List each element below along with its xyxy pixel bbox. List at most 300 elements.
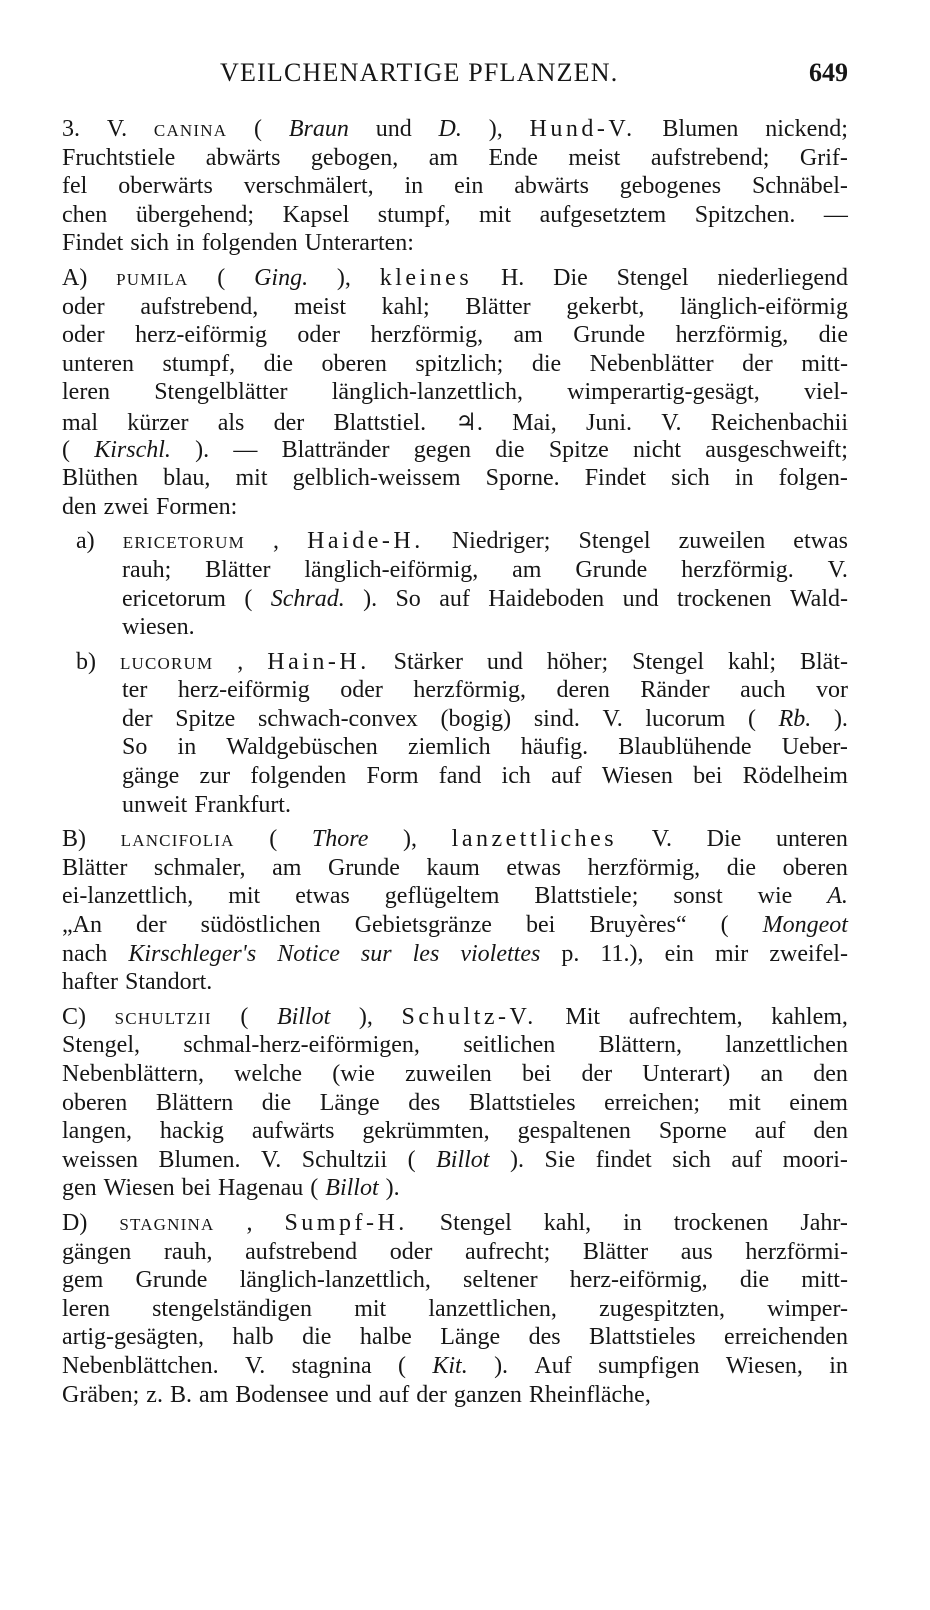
- word: Wiesen: [601, 763, 673, 790]
- word: ).: [195, 436, 210, 463]
- styled-word: LUCORUM: [119, 653, 214, 673]
- word: etwas: [506, 854, 562, 881]
- word: auf: [439, 585, 470, 612]
- word: Blüthen: [62, 465, 138, 492]
- word: mit: [479, 201, 512, 228]
- word: herzförmig,: [370, 322, 484, 349]
- word: Blumen.: [158, 1146, 241, 1173]
- word: (wie: [332, 1061, 375, 1087]
- word: Stengelblätter: [154, 379, 288, 406]
- word: D): [62, 1209, 88, 1236]
- word: Blattstieles: [468, 1089, 576, 1116]
- word: des: [528, 1324, 561, 1351]
- word: verschmälert,: [243, 173, 374, 200]
- word: Stengel,: [62, 1032, 140, 1059]
- word: wimper-: [767, 1295, 848, 1322]
- word: Spitzchen.: [694, 201, 796, 228]
- word: V.: [261, 1146, 282, 1173]
- word: sich: [672, 1146, 711, 1173]
- word: ericetorum: [122, 585, 226, 612]
- word: aufgesetztem: [539, 201, 667, 228]
- text-line: [62, 1147, 848, 1176]
- word: länglich-lanzettlich,: [239, 1267, 431, 1294]
- word: in: [829, 1352, 848, 1379]
- word: oberen: [62, 1089, 128, 1116]
- word: Blätter: [62, 854, 128, 881]
- word: —: [233, 436, 258, 463]
- text-line: [62, 1324, 848, 1353]
- word: gängen: [62, 1238, 132, 1265]
- word: V.: [651, 826, 672, 853]
- paragraph: [62, 1004, 848, 1204]
- paragraph: [62, 1210, 848, 1410]
- word: Form: [366, 763, 419, 790]
- word: b): [76, 648, 96, 675]
- text-line: [62, 494, 848, 523]
- word: folgen-: [778, 465, 848, 492]
- word: ),: [488, 116, 503, 142]
- word: Rödelheim: [742, 763, 848, 790]
- word: ein: [664, 940, 694, 967]
- word: (: [254, 116, 263, 142]
- word: in: [176, 230, 195, 257]
- word: mir: [714, 940, 749, 967]
- word: die: [739, 1267, 770, 1294]
- word: auf: [754, 1118, 786, 1145]
- word: gekerbt,: [566, 293, 645, 320]
- word: Unterarten:: [304, 230, 414, 257]
- text-line: [62, 408, 848, 437]
- word: am: [272, 854, 302, 881]
- word: geflügeltem: [384, 883, 500, 910]
- word: folgenden: [250, 763, 347, 790]
- word: Ueber-: [781, 734, 848, 761]
- word: Grif-: [799, 144, 848, 171]
- word: hackig: [159, 1118, 224, 1145]
- word: Blattstiele;: [534, 883, 639, 910]
- word: Länge: [440, 1324, 501, 1351]
- page-number: 649: [809, 58, 848, 87]
- word: Formen:: [155, 493, 238, 520]
- word: stengelständigen: [152, 1295, 313, 1322]
- word: wiesen.: [122, 614, 195, 641]
- word: Blattränder: [281, 436, 390, 463]
- word: Nebenblätter: [589, 350, 714, 377]
- word: herz-eiförmig: [135, 322, 267, 349]
- word: gem: [62, 1267, 104, 1294]
- text-line: [122, 706, 848, 735]
- word: unteren: [62, 350, 134, 377]
- word: höher;: [546, 648, 609, 675]
- word: 3.: [62, 116, 80, 142]
- word: oberen: [782, 854, 848, 881]
- word: V.: [106, 116, 128, 142]
- word: ,: [273, 528, 280, 555]
- word: ).: [363, 585, 378, 612]
- word: B.: [169, 1381, 192, 1408]
- word: erreichen;: [604, 1089, 701, 1116]
- styled-word: kleines: [379, 264, 473, 291]
- word: (: [397, 1352, 406, 1379]
- word: ).: [833, 705, 848, 732]
- word: Juni.: [586, 409, 633, 436]
- word: Findet: [62, 230, 124, 257]
- word: fel: [62, 173, 88, 200]
- word: einem: [789, 1089, 848, 1116]
- styled-word: Thore: [311, 826, 369, 853]
- styled-word: Billot: [436, 1146, 490, 1173]
- word: Ränder: [640, 677, 710, 704]
- word: langen,: [62, 1118, 132, 1145]
- word: schwach-convex: [257, 705, 418, 732]
- word: kürzer: [127, 409, 189, 436]
- word: am: [512, 556, 542, 583]
- word: die: [495, 436, 525, 463]
- text-line: [62, 230, 848, 259]
- word: die: [531, 350, 562, 377]
- word: der: [273, 409, 305, 436]
- word: länglich-eiförmig,: [304, 556, 479, 583]
- word: Nebenblättern,: [62, 1061, 204, 1087]
- word: Blattstiel.: [333, 409, 427, 436]
- styled-word: Hain-H.: [267, 648, 370, 675]
- word: ich: [501, 763, 531, 790]
- word: gespaltenen: [517, 1118, 631, 1145]
- styled-word: violettes: [460, 940, 541, 967]
- word: abwärts: [514, 173, 589, 200]
- styled-word: Braun: [288, 116, 349, 142]
- word: kahl,: [543, 1209, 592, 1236]
- text-line: [62, 969, 848, 998]
- word: V.: [661, 409, 682, 436]
- text-line: [62, 883, 848, 912]
- body-text: [62, 116, 848, 1410]
- word: herzförmig.: [681, 556, 794, 583]
- word: Die: [706, 826, 742, 853]
- word: nickend;: [765, 116, 848, 142]
- word: Kapsel: [282, 201, 350, 228]
- word: meist: [568, 144, 621, 171]
- word: zuweilen: [678, 528, 766, 555]
- text-line: [62, 1382, 848, 1411]
- word: mit: [235, 465, 268, 492]
- text-line: [62, 1004, 848, 1033]
- page-header: [0, 58, 930, 92]
- word: Wiesen: [103, 1175, 175, 1202]
- text-line: [62, 912, 848, 941]
- word: der: [122, 705, 153, 732]
- word: übergehend;: [135, 201, 255, 228]
- running-title: VEILCHENARTIGE PFLANZEN.: [220, 58, 619, 87]
- styled-word: les: [412, 940, 440, 967]
- word: z.: [146, 1381, 163, 1408]
- word: zuweilen: [405, 1061, 492, 1087]
- word: herzförmi-: [745, 1238, 848, 1265]
- word: rauh;: [122, 556, 172, 583]
- word: Blätter: [205, 556, 271, 583]
- styled-word: Haide-H.: [307, 528, 424, 555]
- word: ).: [385, 1175, 400, 1202]
- word: zwei: [103, 493, 149, 520]
- styled-word: Kit.: [432, 1352, 468, 1379]
- word: seltener: [462, 1267, 538, 1294]
- word: den: [813, 1061, 848, 1087]
- word: nach: [62, 940, 108, 967]
- text-line: [122, 586, 848, 615]
- word: Reichenbachii: [710, 409, 848, 436]
- word: sumpfigen: [598, 1352, 700, 1379]
- word: die: [726, 854, 757, 881]
- word: meist: [293, 293, 346, 320]
- sub-paragraph: [62, 528, 848, 642]
- word: Ende: [488, 144, 538, 171]
- word: Grunde: [573, 322, 646, 349]
- word: ganzen: [453, 1381, 522, 1408]
- word: Stengel: [632, 648, 705, 675]
- word: auf: [731, 1146, 763, 1173]
- word: kahlem,: [771, 1003, 848, 1030]
- word: schmal-herz-eiförmigen,: [183, 1032, 420, 1059]
- word: etwas: [295, 883, 350, 910]
- word: Schultzii: [301, 1146, 388, 1173]
- word: Stärker: [393, 648, 463, 675]
- word: ei-lanzettlich,: [62, 883, 194, 910]
- word: blau,: [163, 465, 211, 492]
- word: länglich-eiförmig: [680, 293, 848, 320]
- word: (: [244, 585, 253, 612]
- sub-paragraph: [62, 649, 848, 821]
- word: oder: [62, 322, 105, 349]
- text-line: [62, 294, 848, 323]
- word: ),: [358, 1003, 373, 1030]
- word: Niedriger;: [451, 528, 551, 555]
- styled-word: LANCIFOLIA: [120, 831, 235, 851]
- word: unweit: [122, 791, 188, 818]
- word: Grunde: [575, 556, 648, 583]
- word: aus: [680, 1238, 713, 1265]
- word: aufwärts: [251, 1118, 335, 1145]
- word: der: [581, 1061, 613, 1087]
- word: auf: [551, 763, 582, 790]
- text-line: [76, 649, 848, 678]
- word: Wiesen,: [725, 1352, 803, 1379]
- word: niederliegend: [717, 264, 848, 291]
- text-line: [62, 1267, 848, 1296]
- word: So: [122, 734, 148, 761]
- word: aufstrebend,: [140, 293, 259, 320]
- word: ausgeschweift;: [705, 436, 848, 463]
- text-line: [62, 1353, 848, 1382]
- word: stagnina: [291, 1352, 372, 1379]
- word: Spitze: [548, 436, 609, 463]
- word: abwärts: [205, 144, 281, 171]
- word: C): [62, 1003, 86, 1030]
- word: gebogenes: [619, 173, 722, 200]
- word: bei: [525, 912, 556, 939]
- styled-word: SCHULTZII: [114, 1008, 212, 1028]
- word: kaum: [426, 854, 480, 881]
- word: ziemlich: [407, 734, 491, 761]
- word: Mit: [565, 1003, 601, 1030]
- word: stumpf,: [162, 350, 236, 377]
- word: Findet: [584, 465, 647, 492]
- text-line: [62, 379, 848, 408]
- styled-word: Schultz-V.: [401, 1003, 537, 1030]
- styled-word: ERICETORUM: [122, 533, 245, 553]
- word: südöstlichen: [200, 912, 321, 939]
- word: B): [62, 826, 86, 853]
- word: Haideboden: [488, 585, 605, 612]
- word: Blätter: [582, 1238, 649, 1265]
- word: gänge: [122, 763, 180, 790]
- text-line: [62, 1239, 848, 1268]
- word: Unterart): [642, 1061, 731, 1087]
- word: die: [302, 1324, 332, 1351]
- styled-word: CANINA: [153, 121, 228, 140]
- word: den: [813, 1118, 848, 1145]
- word: viel-: [804, 379, 848, 406]
- word: aufrechtem,: [628, 1003, 743, 1030]
- word: Nebenblättchen.: [62, 1352, 219, 1379]
- word: (: [720, 912, 729, 939]
- styled-word: Billot: [325, 1175, 379, 1202]
- word: schmaler,: [153, 854, 246, 881]
- word: kahl;: [381, 293, 430, 320]
- word: gekrümmten,: [362, 1118, 490, 1145]
- word: gebogen,: [310, 144, 399, 171]
- word: und: [622, 585, 659, 612]
- word: folgenden: [201, 230, 298, 257]
- word: ),: [336, 264, 351, 291]
- word: Bruyères“: [589, 912, 687, 939]
- word: a): [76, 528, 95, 555]
- word: (: [217, 264, 226, 291]
- word: deren: [556, 677, 610, 704]
- word: Mai,: [512, 409, 557, 436]
- word: H.: [500, 264, 525, 291]
- word: So: [395, 585, 421, 612]
- word: auch: [740, 677, 786, 704]
- word: Die: [553, 264, 588, 291]
- word: stumpf,: [377, 201, 451, 228]
- word: (: [240, 1003, 249, 1030]
- word: halbe: [359, 1324, 412, 1351]
- word: erreichenden: [724, 1324, 848, 1351]
- text-line: [122, 677, 848, 706]
- word: in: [734, 465, 754, 492]
- word: moori-: [782, 1146, 848, 1173]
- word: ),: [403, 826, 418, 853]
- word: V.: [602, 705, 623, 732]
- word: Frankfurt.: [194, 791, 291, 818]
- styled-word: lanzettliches: [451, 826, 618, 853]
- text-line: [122, 734, 848, 763]
- word: zweifel-: [769, 940, 848, 967]
- text-line: [62, 351, 848, 380]
- word: Fruchtstiele: [62, 144, 176, 171]
- text-line: [122, 763, 848, 792]
- word: seitlichen: [463, 1032, 556, 1059]
- word: in: [623, 1209, 642, 1236]
- styled-word: Ging.: [254, 264, 309, 291]
- word: trockenen: [676, 585, 772, 612]
- word: Blättern,: [598, 1032, 682, 1059]
- word: herz-eiförmig,: [569, 1267, 708, 1294]
- word: der: [742, 350, 773, 377]
- word: (: [407, 1146, 416, 1173]
- word: „An: [62, 912, 102, 939]
- word: oberen: [321, 350, 387, 377]
- word: unteren: [775, 826, 848, 853]
- word: oder: [389, 1238, 433, 1265]
- text-line: [62, 265, 848, 294]
- word: die: [263, 350, 293, 377]
- word: oberwärts: [118, 173, 213, 200]
- word: den: [62, 493, 97, 520]
- word: findet: [595, 1146, 652, 1173]
- word: leren: [62, 1295, 110, 1322]
- word: herzförmig,: [413, 677, 527, 704]
- word: Blaublühende: [618, 734, 752, 761]
- word: Bodensee: [235, 1381, 329, 1408]
- text-line: [62, 173, 848, 202]
- word: und: [335, 1381, 372, 1408]
- word: häufig.: [520, 734, 589, 761]
- word: Schnäbel-: [751, 173, 848, 200]
- text-line: [122, 792, 848, 821]
- word: gegen: [413, 436, 472, 463]
- word: (: [269, 826, 278, 853]
- word: —: [823, 201, 848, 228]
- word: Standort.: [124, 969, 213, 996]
- word: Stengel: [578, 528, 651, 555]
- word: Waldgebüschen: [226, 734, 378, 761]
- text-line: [62, 437, 848, 466]
- word: ein: [454, 173, 484, 200]
- styled-word: PUMILA: [116, 269, 189, 289]
- word: wimperartig-gesägt,: [567, 379, 760, 406]
- word: am: [513, 322, 543, 349]
- text-line: [62, 1296, 848, 1325]
- text-line: [62, 1032, 848, 1061]
- text-line: [122, 614, 848, 643]
- text-line: [62, 145, 848, 174]
- styled-word: Hund-V.: [529, 116, 636, 142]
- styled-word: STAGNINA: [119, 1214, 215, 1234]
- word: V.: [827, 556, 848, 583]
- word: 11.),: [600, 940, 644, 967]
- paragraph: [62, 826, 848, 998]
- word: Auf: [534, 1352, 572, 1379]
- word: länglich-lanzettlich,: [331, 379, 523, 406]
- word: in: [177, 734, 197, 761]
- word: als: [217, 409, 245, 436]
- word: leren: [62, 379, 110, 406]
- word: mitt-: [801, 350, 848, 377]
- word: zugespitzten,: [599, 1295, 726, 1322]
- word: nicht: [633, 436, 682, 463]
- word: lucorum: [645, 705, 726, 732]
- word: rauh,: [163, 1238, 213, 1265]
- word: welche: [234, 1061, 303, 1087]
- word: hafter: [62, 969, 118, 996]
- word: am: [198, 1381, 229, 1408]
- word: (bogig): [440, 705, 512, 732]
- word: Länge: [319, 1089, 380, 1116]
- styled-word: Kirschleger's: [128, 940, 257, 967]
- word: und: [486, 648, 523, 675]
- word: Wald-: [789, 585, 848, 612]
